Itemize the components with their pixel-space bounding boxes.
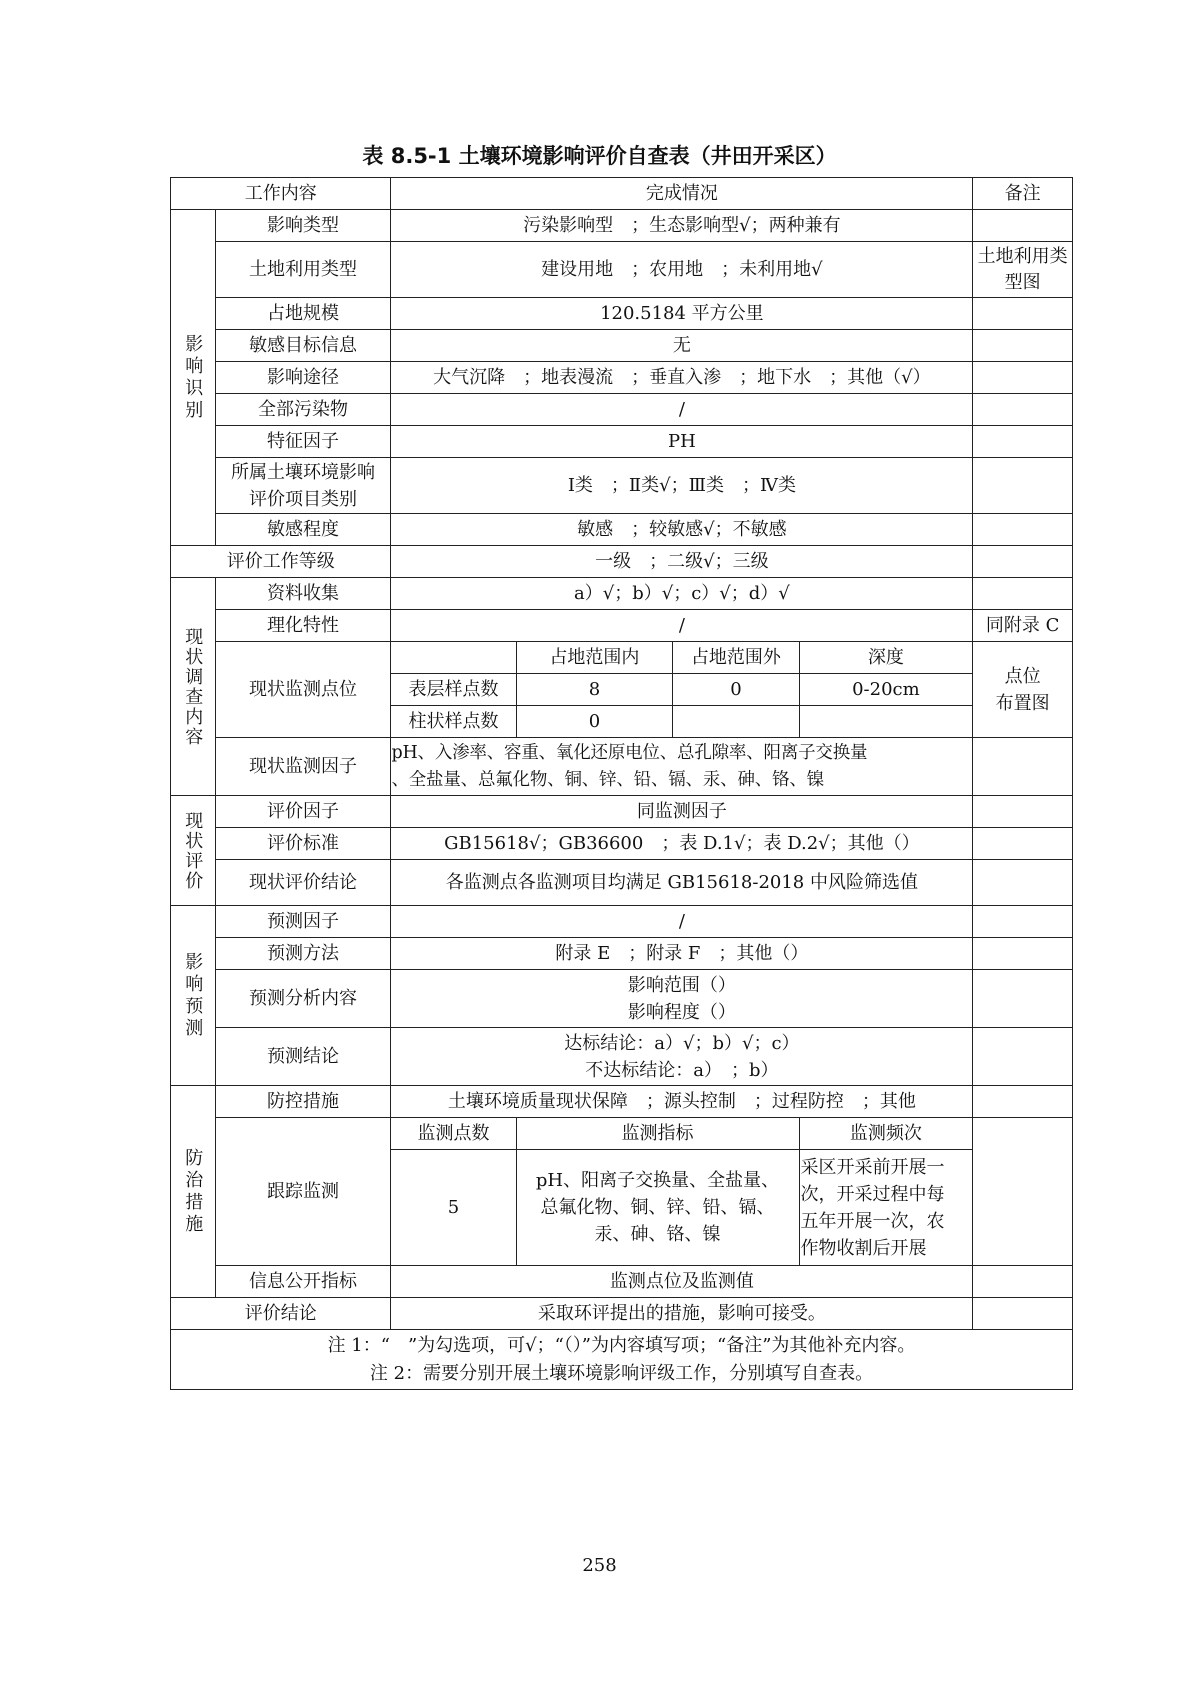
section-label-text: 影响预测 xyxy=(182,951,204,1040)
self-check-table xyxy=(170,177,1073,1390)
row-remark xyxy=(973,298,1073,330)
row-remark xyxy=(973,514,1073,546)
row-value: / xyxy=(391,394,973,426)
row-label: 影响途径 xyxy=(215,362,391,394)
row-value: / xyxy=(391,610,973,642)
sub-cell-line: 次，开采过程中每 xyxy=(800,1183,945,1205)
row-value: 监测点位及监测值 xyxy=(391,1266,973,1298)
table-row xyxy=(171,210,1073,242)
sub-header: 占地范围外 xyxy=(673,642,799,674)
row-label: 影响类型 xyxy=(215,210,391,242)
row-label: 现状监测因子 xyxy=(215,738,391,796)
table-row xyxy=(171,426,1073,458)
row-value: / xyxy=(391,906,973,938)
row-label: 预测分析内容 xyxy=(215,970,391,1028)
table-row xyxy=(171,970,1073,1028)
header-work: 工作内容 xyxy=(171,178,391,210)
row-label: 理化特性 xyxy=(215,610,391,642)
row-remark xyxy=(973,642,1073,738)
row-label: 跟踪监测 xyxy=(215,1118,391,1266)
row-remark xyxy=(973,938,1073,970)
row-value: 无 xyxy=(391,330,973,362)
table-row xyxy=(171,938,1073,970)
row-value-line: 不达标结论：a） ；b） xyxy=(585,1059,779,1081)
notes-cell xyxy=(171,1330,1073,1390)
row-remark: 土地利用类型图 xyxy=(973,242,1073,298)
sub-cell-line: pH、阳离子交换量、全盐量、 xyxy=(535,1170,780,1191)
row-label: 敏感目标信息 xyxy=(215,330,391,362)
table-header-row xyxy=(171,178,1073,210)
sub-header: 深度 xyxy=(799,642,973,674)
table-row xyxy=(171,906,1073,938)
row-label: 评价结论 xyxy=(171,1298,391,1330)
row-remark xyxy=(973,1118,1073,1266)
row-label: 现状监测点位 xyxy=(215,642,391,738)
section-label-identification xyxy=(171,210,216,546)
page-number: 258 xyxy=(582,1555,617,1576)
row-label: 评价工作等级 xyxy=(171,546,391,578)
table-row xyxy=(171,242,1073,298)
table-row xyxy=(171,394,1073,426)
row-label: 土地利用类型 xyxy=(215,242,391,298)
sub-header: 占地范围内 xyxy=(516,642,673,674)
table-row xyxy=(171,860,1073,906)
row-remark xyxy=(973,426,1073,458)
row-value-line: 达标结论：a）√；b）√；c） xyxy=(564,1032,800,1054)
row-value xyxy=(391,970,973,1028)
row-label xyxy=(215,458,391,514)
section-label-text: 防治措施 xyxy=(182,1147,204,1236)
sub-cell: 5 xyxy=(391,1150,516,1266)
table-row xyxy=(171,458,1073,514)
table-row xyxy=(171,796,1073,828)
row-remark xyxy=(973,578,1073,610)
row-value: GB15618√；GB36600 ；表 D.1√；表 D.2√；其他（） xyxy=(391,828,973,860)
table-row xyxy=(171,1028,1073,1086)
row-remark xyxy=(973,394,1073,426)
section-label-evaluation xyxy=(171,796,216,906)
row-value: 污染影响型 ；生态影响型√；两种兼有 xyxy=(391,210,973,242)
row-value: 大气沉降 ；地表漫流 ；垂直入渗 ；地下水 ；其他（√） xyxy=(391,362,973,394)
row-remark xyxy=(973,738,1073,796)
header-status: 完成情况 xyxy=(391,178,973,210)
table-row xyxy=(171,1266,1073,1298)
row-remark xyxy=(973,546,1073,578)
table-row xyxy=(171,578,1073,610)
sub-cell: 0 xyxy=(516,706,673,738)
sub-cell xyxy=(799,1150,973,1266)
row-label-line: 所属土壤环境影响 xyxy=(230,461,375,483)
sub-cell: 8 xyxy=(516,674,673,706)
table-row xyxy=(171,828,1073,860)
section-label-text: 影响识别 xyxy=(182,333,204,422)
table-row xyxy=(171,362,1073,394)
table-row xyxy=(171,1298,1073,1330)
sub-cell-line: 作物收割后开展 xyxy=(800,1237,927,1259)
table-row xyxy=(171,610,1073,642)
row-label: 信息公开指标 xyxy=(215,1266,391,1298)
notes-row xyxy=(171,1330,1073,1390)
section-label-prediction xyxy=(171,906,216,1086)
table-row xyxy=(171,298,1073,330)
sub-cell-line: 五年开展一次，农 xyxy=(800,1210,945,1232)
row-label: 特征因子 xyxy=(215,426,391,458)
table-title: 表 8.5-1 土壤环境影响评价自查表（井田开采区） xyxy=(362,144,837,168)
sub-cell xyxy=(391,642,516,674)
row-remark xyxy=(973,828,1073,860)
row-value: 120.5184 平方公里 xyxy=(391,298,973,330)
section-label-survey xyxy=(171,578,216,796)
sub-cell xyxy=(516,1150,799,1266)
table-row xyxy=(171,1086,1073,1118)
row-remark: 同附录 C xyxy=(973,610,1073,642)
row-value-line: 影响程度（） xyxy=(627,1001,736,1023)
row-label: 预测结论 xyxy=(215,1028,391,1086)
row-label: 现状评价结论 xyxy=(215,860,391,906)
row-value: 建设用地 ；农用地 ；未利用地√ xyxy=(391,242,973,298)
sub-header: 监测点数 xyxy=(391,1118,516,1150)
sub-cell-line: 汞、砷、铬、镍 xyxy=(594,1224,721,1245)
sub-cell xyxy=(799,706,973,738)
sub-header: 监测频次 xyxy=(799,1118,973,1150)
table-row xyxy=(171,642,1073,674)
sub-cell: 0-20cm xyxy=(799,674,973,706)
row-value: a）√；b）√；c）√；d）√ xyxy=(391,578,973,610)
row-label: 预测方法 xyxy=(215,938,391,970)
section-label-measures xyxy=(171,1086,216,1298)
section-label-text: 现状调查内容 xyxy=(182,626,204,747)
row-remark xyxy=(973,362,1073,394)
table-row xyxy=(171,738,1073,796)
sub-cell-line: 采区开采前开展一 xyxy=(800,1156,945,1178)
row-label: 全部污染物 xyxy=(215,394,391,426)
row-remark xyxy=(973,1028,1073,1086)
row-remark xyxy=(973,458,1073,514)
sub-label: 表层样点数 xyxy=(391,674,516,706)
row-value: 各监测点各监测项目均满足 GB15618-2018 中风险筛选值 xyxy=(391,860,973,906)
row-label: 预测因子 xyxy=(215,906,391,938)
row-label: 资料收集 xyxy=(215,578,391,610)
row-value: 同监测因子 xyxy=(391,796,973,828)
row-remark-line: 布置图 xyxy=(995,692,1050,714)
row-label: 敏感程度 xyxy=(215,514,391,546)
note-2: 注 2：需要分别开展土壤环境影响评级工作，分别填写自查表。 xyxy=(369,1362,874,1384)
sub-cell-line: 总氟化物、铜、锌、铅、镉、 xyxy=(540,1197,775,1218)
table-row xyxy=(171,330,1073,362)
row-remark xyxy=(973,860,1073,906)
row-remark xyxy=(973,970,1073,1028)
row-remark xyxy=(973,1298,1073,1330)
sub-header: 监测指标 xyxy=(516,1118,799,1150)
sub-label: 柱状样点数 xyxy=(391,706,516,738)
row-value: 附录 E ；附录 F ；其他（） xyxy=(391,938,973,970)
row-value-line: 影响范围（） xyxy=(627,974,736,996)
table-row xyxy=(171,514,1073,546)
row-value xyxy=(391,1028,973,1086)
row-remark xyxy=(973,330,1073,362)
row-label: 评价因子 xyxy=(215,796,391,828)
row-value xyxy=(391,738,973,796)
header-remark: 备注 xyxy=(973,178,1073,210)
row-remark xyxy=(973,210,1073,242)
row-label: 防控措施 xyxy=(215,1086,391,1118)
row-value-line: pH、入渗率、容重、氧化还原电位、总孔隙率、阳离子交换量 xyxy=(391,742,868,763)
row-value: 采取环评提出的措施，影响可接受。 xyxy=(391,1298,973,1330)
row-remark xyxy=(973,796,1073,828)
row-label-line: 评价项目类别 xyxy=(248,488,357,510)
table-row xyxy=(171,546,1073,578)
row-value: 土壤环境质量现状保障 ；源头控制 ；过程防控 ；其他 xyxy=(391,1086,973,1118)
sub-cell: 0 xyxy=(673,674,799,706)
row-value: 一级 ；二级√；三级 xyxy=(391,546,973,578)
row-remark xyxy=(973,1086,1073,1118)
row-remark xyxy=(973,906,1073,938)
table-row xyxy=(171,1118,1073,1150)
row-remark xyxy=(973,1266,1073,1298)
sub-cell xyxy=(673,706,799,738)
row-value: Ⅰ类 ；Ⅱ类√；Ⅲ类 ；Ⅳ类 xyxy=(391,458,973,514)
row-label: 评价标准 xyxy=(215,828,391,860)
row-value-line: 、全盐量、总氟化物、铜、锌、铅、镉、汞、砷、铬、镍 xyxy=(391,769,824,790)
section-label-text: 现状评价 xyxy=(182,810,204,891)
row-remark-line: 点位 xyxy=(1004,665,1041,687)
row-value: PH xyxy=(391,426,973,458)
note-1: 注 1：“ ”为勾选项，可√；“（）”为内容填写项；“备注”为其他补充内容。 xyxy=(327,1334,916,1356)
row-label: 占地规模 xyxy=(215,298,391,330)
row-value: 敏感 ；较敏感√；不敏感 xyxy=(391,514,973,546)
